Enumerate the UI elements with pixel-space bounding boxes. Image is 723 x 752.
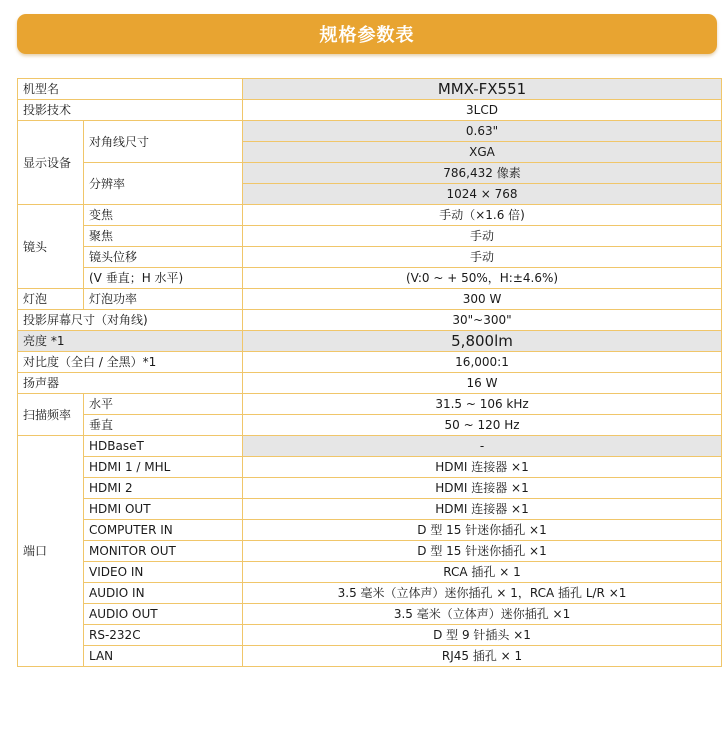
- port-value: RCA 插孔 × 1: [243, 562, 722, 583]
- table-row: [18, 583, 722, 604]
- group-label: 扫描频率: [18, 394, 84, 436]
- table-row: [18, 268, 722, 289]
- table-row: [18, 79, 722, 100]
- row-label: 对比度（全白 / 全黑）*1: [18, 352, 243, 373]
- port-value: 3.5 毫米（立体声）迷你插孔 × 1，RCA 插孔 L/R ×1: [243, 583, 722, 604]
- port-name: RS-232C: [84, 625, 243, 646]
- table-row: [18, 289, 722, 310]
- row-value: 16,000:1: [243, 352, 722, 373]
- row-label: 对角线尺寸: [84, 121, 243, 163]
- row-label: (V 垂直；H 水平): [84, 268, 243, 289]
- row-value: 0.63": [243, 121, 722, 142]
- row-value: 16 W: [243, 373, 722, 394]
- row-value: 手动（×1.6 倍): [243, 205, 722, 226]
- table-row: [18, 352, 722, 373]
- table-row: [18, 226, 722, 247]
- row-value: MMX-FX551: [243, 79, 722, 100]
- table-row: [18, 121, 722, 142]
- port-name: LAN: [84, 646, 243, 667]
- port-name: HDMI 2: [84, 478, 243, 499]
- port-value: D 型 15 针迷你插孔 ×1: [243, 520, 722, 541]
- port-value: HDMI 连接器 ×1: [243, 457, 722, 478]
- row-label: 机型名: [18, 79, 243, 100]
- page-title: 规格参数表: [319, 25, 415, 46]
- row-value: XGA: [243, 142, 722, 163]
- row-value: 31.5 ~ 106 kHz: [243, 394, 722, 415]
- row-value: (V:0 ~ + 50%，H:±4.6%): [243, 268, 722, 289]
- row-label: 亮度 *1: [18, 331, 243, 352]
- row-label: 聚焦: [84, 226, 243, 247]
- table-row: [18, 604, 722, 625]
- row-value: 3LCD: [243, 100, 722, 121]
- table-row: [18, 562, 722, 583]
- table-row: [18, 205, 722, 226]
- row-label: 镜头位移: [84, 247, 243, 268]
- port-value: 3.5 毫米（立体声）迷你插孔 ×1: [243, 604, 722, 625]
- title-banner: [17, 14, 717, 54]
- port-name: HDBaseT: [84, 436, 243, 457]
- port-name: HDMI 1 / MHL: [84, 457, 243, 478]
- table-row: [18, 247, 722, 268]
- table-row: [18, 457, 722, 478]
- table-row: [18, 163, 722, 184]
- table-row: [18, 499, 722, 520]
- row-value: 1024 × 768: [243, 184, 722, 205]
- port-value: D 型 15 针迷你插孔 ×1: [243, 541, 722, 562]
- port-name: AUDIO IN: [84, 583, 243, 604]
- port-value: -: [243, 436, 722, 457]
- table-row: [18, 520, 722, 541]
- row-value: 786,432 像素: [243, 163, 722, 184]
- row-value: 30"~300": [243, 310, 722, 331]
- table-row: [18, 415, 722, 436]
- row-value: 手动: [243, 226, 722, 247]
- table-row: [18, 436, 722, 457]
- table-row: [18, 100, 722, 121]
- table-row: [18, 625, 722, 646]
- port-value: D 型 9 针插头 ×1: [243, 625, 722, 646]
- group-label: 灯泡: [18, 289, 84, 310]
- port-name: VIDEO IN: [84, 562, 243, 583]
- row-value: 手动: [243, 247, 722, 268]
- table-row: [18, 331, 722, 352]
- port-name: COMPUTER IN: [84, 520, 243, 541]
- port-name: MONITOR OUT: [84, 541, 243, 562]
- row-label: 变焦: [84, 205, 243, 226]
- row-label: 灯泡功率: [84, 289, 243, 310]
- row-label: 投影屏幕尺寸（对角线): [18, 310, 243, 331]
- row-value: 300 W: [243, 289, 722, 310]
- table-row: [18, 394, 722, 415]
- row-label: 投影技术: [18, 100, 243, 121]
- row-value: 50 ~ 120 Hz: [243, 415, 722, 436]
- port-name: HDMI OUT: [84, 499, 243, 520]
- group-label: 端口: [18, 436, 84, 667]
- table-row: [18, 310, 722, 331]
- port-value: RJ45 插孔 × 1: [243, 646, 722, 667]
- row-label: 分辨率: [84, 163, 243, 205]
- group-label: 显示设备: [18, 121, 84, 205]
- table-row: [18, 646, 722, 667]
- table-row: [18, 373, 722, 394]
- row-label: 垂直: [84, 415, 243, 436]
- spec-table: [17, 78, 722, 667]
- row-label: 水平: [84, 394, 243, 415]
- port-value: HDMI 连接器 ×1: [243, 499, 722, 520]
- group-label: 镜头: [18, 205, 84, 289]
- port-name: AUDIO OUT: [84, 604, 243, 625]
- table-row: [18, 478, 722, 499]
- row-label: 扬声器: [18, 373, 243, 394]
- row-value: 5,800lm: [243, 331, 722, 352]
- table-row: [18, 541, 722, 562]
- port-value: HDMI 连接器 ×1: [243, 478, 722, 499]
